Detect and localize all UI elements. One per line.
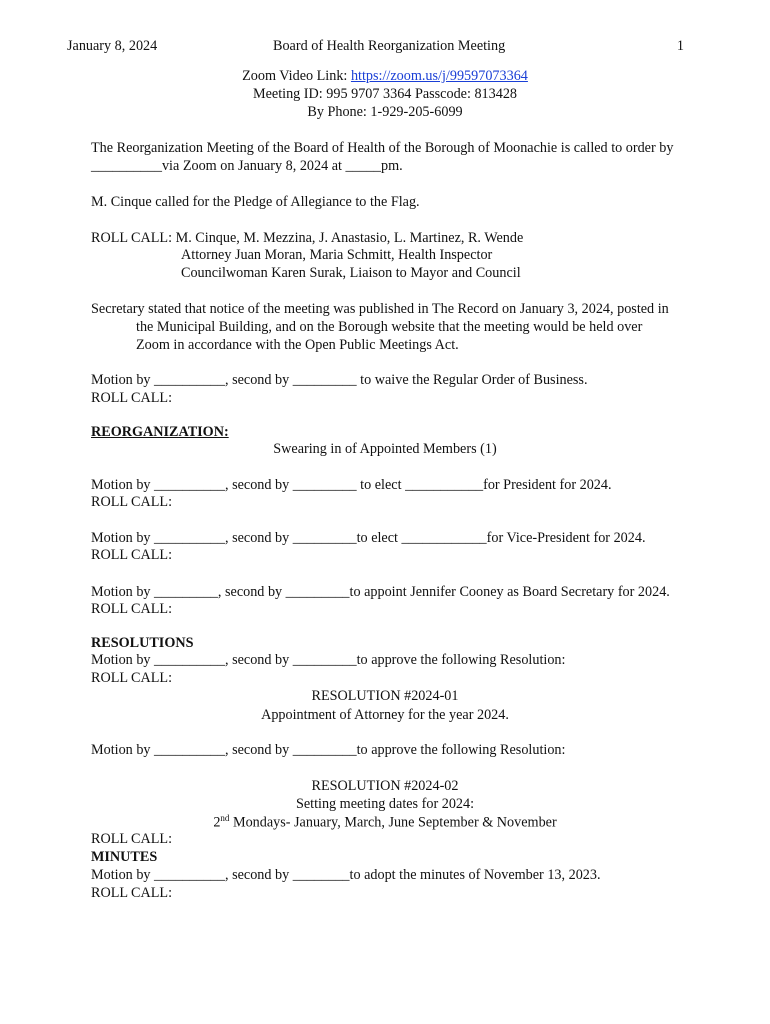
roll-call-label: ROLL CALL: bbox=[91, 390, 173, 406]
resolution-2-description: Setting meeting dates for 2024: bbox=[295, 796, 475, 812]
roll-call-label: ROLL CALL: bbox=[91, 547, 173, 563]
call-to-order-line-2: __________via Zoom on January 8, 2024 at _____pm. bbox=[91, 158, 403, 174]
call-to-order-line-1: The Reorganization Meeting of the Board of Health of the Borough of Moonachie is called to order by bbox=[91, 140, 674, 156]
pledge-text: M. Cinque called for the Pledge of Allegiance to the Flag. bbox=[91, 194, 420, 210]
roll-call-line-2: Attorney Juan Moran, Maria Schmitt, Health Inspector bbox=[181, 247, 493, 263]
roll-call-label: ROLL CALL: bbox=[91, 601, 173, 617]
minutes-heading: MINUTES bbox=[91, 849, 158, 865]
roll-call-label: ROLL CALL: bbox=[91, 494, 173, 510]
meeting-id: Meeting ID: 995 9707 3364 Passcode: 813428 bbox=[252, 86, 518, 102]
roll-call-label: ROLL CALL: bbox=[91, 670, 173, 686]
roll-call-line-1: ROLL CALL: M. Cinque, M. Mezzina, J. Anastasio, L. Martinez, R. Wende bbox=[91, 230, 524, 246]
resolution-2-dates bbox=[0, 813, 770, 832]
resolution-motion: Motion by __________, second by _________to approve the following Resolution: bbox=[91, 652, 566, 668]
minutes-motion: Motion by __________, second by ________to adopt the minutes of November 13, 2023. bbox=[91, 867, 601, 883]
zoom-link[interactable]: https://zoom.us/j/99597073364 bbox=[350, 68, 528, 84]
swearing-in-text: Swearing in of Appointed Members (1) bbox=[273, 441, 497, 457]
waive-motion: Motion by __________, second by _________ to waive the Regular Order of Business. bbox=[91, 372, 588, 388]
resolution-2-ordinal-suffix: nd bbox=[220, 813, 230, 823]
header-title: Board of Health Reorganization Meeting bbox=[273, 38, 506, 54]
resolution-2-ordinal: 2 bbox=[213, 814, 221, 831]
vice-president-motion: Motion by __________, second by _________to elect ____________for Vice-President for 2024. bbox=[91, 530, 646, 546]
notice-line-1: Secretary stated that notice of the meeting was published in The Record on January 3, 2024, posted in bbox=[91, 301, 669, 317]
roll-call-line-3: Councilwoman Karen Surak, Liaison to Mayor and Council bbox=[181, 265, 521, 281]
zoom-link-line bbox=[0, 68, 770, 85]
resolution-motion: Motion by __________, second by _________to approve the following Resolution: bbox=[91, 742, 566, 758]
notice-line-3: Zoom in accordance with the Open Public Meetings Act. bbox=[136, 337, 459, 353]
resolution-2-title: RESOLUTION #2024-02 bbox=[311, 778, 459, 794]
president-motion: Motion by __________, second by _________ to elect ___________for President for 2024. bbox=[91, 477, 612, 493]
page-number: 1 bbox=[676, 38, 684, 54]
resolution-1-description: Appointment of Attorney for the year 2024. bbox=[261, 707, 509, 723]
phone-number: By Phone: 1-929-205-6099 bbox=[307, 104, 463, 120]
resolution-2-dates-text: Mondays- January, March, June September & November bbox=[229, 814, 557, 831]
resolutions-heading: RESOLUTIONS bbox=[91, 635, 194, 651]
header-date: January 8, 2024 bbox=[67, 38, 158, 54]
notice-line-2: the Municipal Building, and on the Borough website that the meeting would be held over bbox=[136, 319, 643, 335]
resolution-1-title: RESOLUTION #2024-01 bbox=[311, 688, 459, 704]
roll-call-label: ROLL CALL: bbox=[91, 831, 173, 847]
roll-call-label: ROLL CALL: bbox=[91, 885, 173, 901]
reorganization-heading: REORGANIZATION: bbox=[91, 424, 229, 440]
page-header bbox=[67, 38, 684, 56]
secretary-motion: Motion by _________, second by _________to appoint Jennifer Cooney as Board Secretary for 2024. bbox=[91, 584, 670, 600]
zoom-link-label: Zoom Video Link: bbox=[242, 68, 351, 84]
